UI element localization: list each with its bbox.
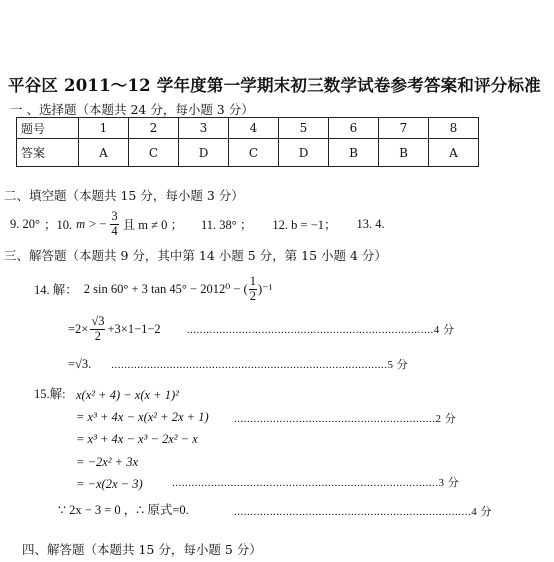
fraction-numerator: 3	[111, 209, 118, 224]
answer-q12: 12. b = −1；	[272, 218, 337, 232]
q15-step: = x³ + 4x − x(x² + 2x + 1)	[76, 410, 209, 424]
table-cell-answer: D	[279, 139, 329, 167]
q14-expression: 2 sin 60° + 3 tan 45° − 2012⁰ − (	[83, 282, 248, 296]
table-cell-answer: B	[329, 139, 379, 167]
q15-conclusion: ∵ 2x − 3 = 0 ，∴ 原式=0.	[58, 503, 189, 517]
q14-result: =√3.	[68, 356, 92, 371]
fraction-numerator: 1	[249, 274, 256, 289]
answer-table	[16, 117, 479, 167]
q15-score-4: .........................................................................4 分	[234, 506, 492, 518]
table-cell-number: 8	[429, 118, 479, 139]
fill-in-answers	[10, 208, 385, 240]
fraction-numerator: √3	[91, 314, 105, 329]
q14-line-3	[68, 354, 408, 374]
q14-sqrt-fraction	[90, 315, 105, 342]
q15-step: = −x(2x − 3)	[76, 477, 143, 491]
fraction-denominator: 4	[111, 223, 118, 238]
q14-line-1	[34, 272, 272, 306]
table-cell-number: 1	[79, 118, 129, 139]
answer-q10-suffix: 且 m ≠ 0 ；	[122, 218, 183, 232]
table-cell-number: 3	[179, 118, 229, 139]
fraction-denominator: 2	[249, 288, 256, 303]
section-3-heading: 三、解答题（本题共 9 分，其中第 14 小题 5 分，第 15 小题 4 分）	[4, 248, 387, 263]
table-cell-number: 2	[129, 118, 179, 139]
answer-q10-gt: > −	[89, 216, 107, 231]
q15-line	[76, 477, 546, 492]
q14-half-fraction	[249, 275, 257, 302]
table-cell-answer: A	[429, 139, 479, 167]
answer-q13: 13. 4.	[356, 216, 385, 231]
answer-q9: 9. 20°	[10, 216, 40, 231]
fraction-denominator: 2	[94, 328, 102, 343]
table-row-answers	[17, 139, 479, 167]
table-cell-answer: C	[129, 139, 179, 167]
q15-line: = −2x² + 3x	[76, 455, 139, 469]
q14-score-5: .....................................................................................5 分	[111, 359, 409, 371]
q15-line	[76, 410, 546, 425]
answer-q10-fraction	[110, 210, 118, 237]
q15-label: 15.解:	[34, 387, 66, 401]
section-4-heading: 四、解答题（本题共 15 分，每小题 5 分）	[22, 542, 262, 557]
q14-expression-end: )⁻¹	[257, 282, 273, 296]
q15-score-3: ..................................................................................3 分	[172, 477, 460, 489]
table-cell-answer: A	[79, 139, 129, 167]
table-cell-number: 6	[329, 118, 379, 139]
q14-step-a: =2×	[68, 321, 89, 336]
table-answer-label: 答案	[17, 139, 79, 167]
page-title: 平谷区 2011～12 学年度第一学期末初三数学试卷参考答案和评分标准	[8, 76, 541, 95]
q14-label: 14. 解：	[34, 283, 78, 297]
table-cell-answer: B	[379, 139, 429, 167]
table-cell-number: 5	[279, 118, 329, 139]
answer-q10-variable: m	[76, 216, 86, 231]
answer-q10-prefix: ；10.	[44, 218, 73, 232]
table-row-numbers	[17, 118, 479, 139]
q15-score-2: ..............................................................2 分	[234, 413, 457, 425]
q14-step-b: +3×1−1−2	[107, 321, 161, 336]
table-cell-number: 7	[379, 118, 429, 139]
answer-q11: 11. 38° ；	[201, 218, 253, 232]
q14-line-2	[68, 310, 454, 348]
table-cell-answer: D	[179, 139, 229, 167]
q15-line: = x³ + 4x − x³ − 2x² − x	[76, 432, 198, 446]
section-1-heading: 一 、选择题（本题共 24 分，每小题 3 分）	[10, 102, 254, 117]
table-cell-number: 4	[229, 118, 279, 139]
q14-score-4: ............................................................................4 分	[186, 324, 455, 336]
q15-line: x(x² + 4) − x(x + 1)²	[76, 388, 179, 402]
q15-line	[58, 500, 548, 518]
table-cell-answer: C	[229, 139, 279, 167]
table-header-label: 题号	[17, 118, 79, 139]
section-2-heading: 二、填空题（本题共 15 分，每小题 3 分）	[4, 188, 244, 203]
